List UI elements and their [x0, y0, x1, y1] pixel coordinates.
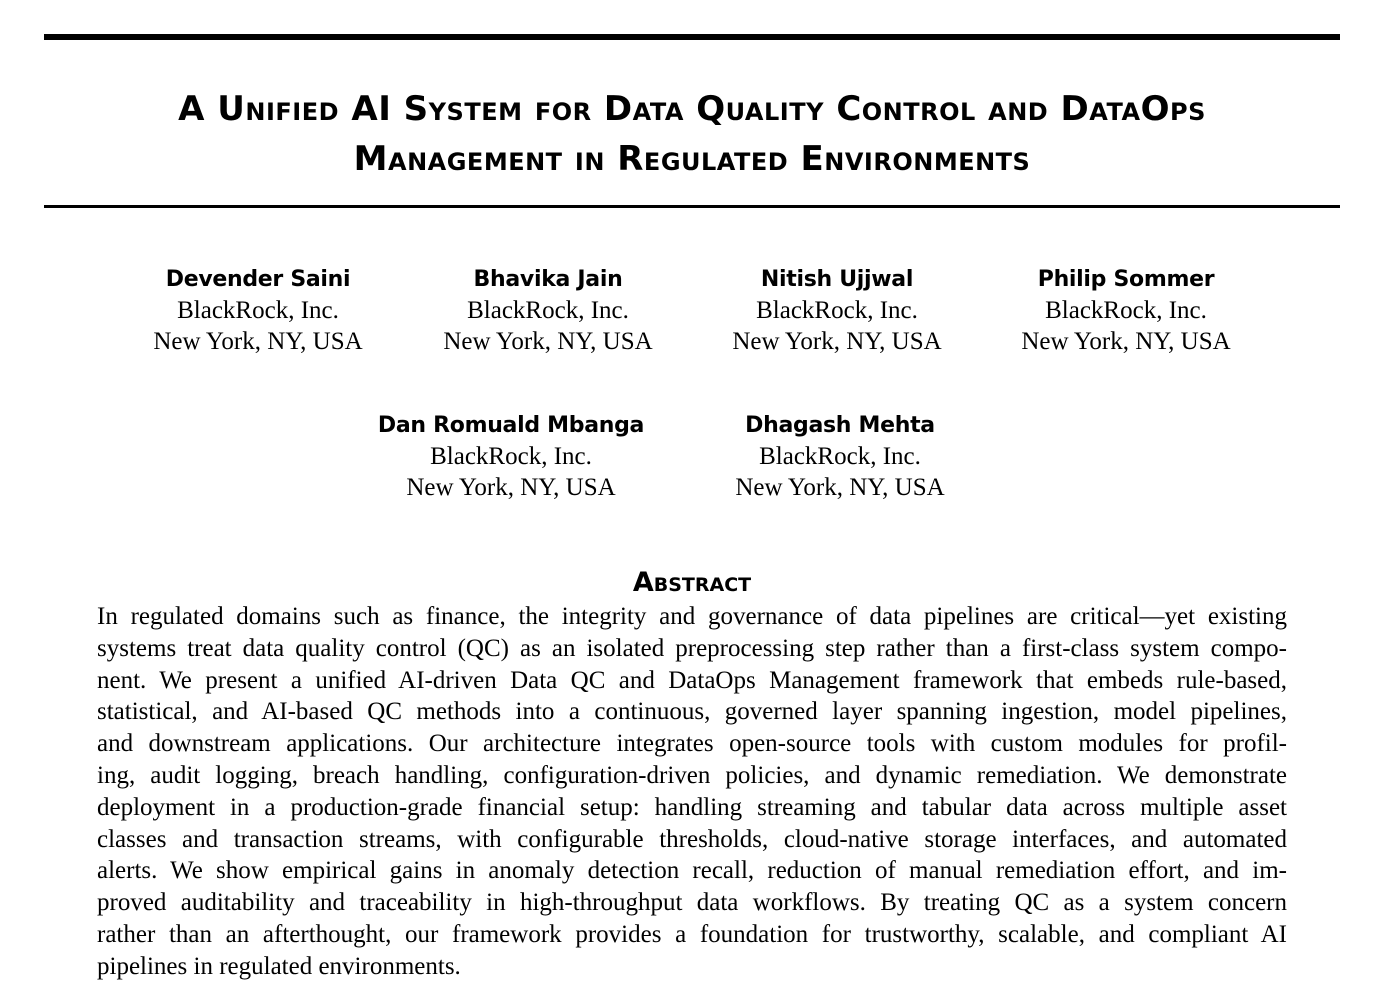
- abstract-line: In regulated domains such as finance, the integrity and governance of data pipelines are critical—yet existing: [97, 603, 1287, 630]
- author-affiliation: BlackRock, Inc.: [1045, 297, 1207, 324]
- author-affiliation: BlackRock, Inc.: [177, 297, 339, 324]
- author-block-2: [398, 265, 698, 357]
- abstract-heading: Abstract: [632, 567, 752, 598]
- author-block-6: [690, 411, 990, 503]
- author-block-3: [687, 265, 987, 357]
- author-location: New York, NY, USA: [732, 328, 942, 355]
- author-block-5: [361, 411, 661, 503]
- paper-title-line-1: A Unified AI System for Data Quality Control and DataOps: [178, 89, 1206, 129]
- author-affiliation: BlackRock, Inc.: [756, 297, 918, 324]
- author-location: New York, NY, USA: [443, 328, 653, 355]
- abstract-line: ing, audit logging, breach handling, configuration-driven policies, and dynamic remediation. We demonstrate: [97, 761, 1287, 789]
- author-location: New York, NY, USA: [1021, 328, 1231, 355]
- abstract-line: statistical, and AI-based QC methods into a continuous, governed layer spanning ingestion, model pipelines,: [97, 698, 1287, 726]
- author-affiliation: BlackRock, Inc.: [759, 443, 921, 470]
- title-bottom-rule: [44, 205, 1340, 208]
- author-name: Philip Sommer: [1037, 267, 1215, 292]
- author-block-4: [976, 265, 1276, 357]
- abstract-line: alerts. We show empirical gains in anomaly detection recall, reduction of manual remediation effort, and im-: [97, 857, 1287, 885]
- author-name: Dhagash Mehta: [745, 413, 935, 438]
- author-name: Dan Romuald Mbanga: [377, 413, 645, 438]
- abstract-line: rather than an afterthought, our framework provides a foundation for trustworthy, scalable, and compliant AI: [97, 920, 1287, 948]
- abstract-body: [97, 601, 1287, 983]
- title-top-rule: [44, 34, 1340, 40]
- abstract-line: nent. We present a unified AI-driven Data QC and DataOps Management framework that embeds rule-based,: [97, 666, 1287, 694]
- abstract-line: pipelines in regulated environments.: [97, 952, 461, 980]
- author-name: Devender Saini: [165, 267, 351, 292]
- abstract-line: deployment in a production-grade financial setup: handling streaming and tabular data across multiple asset: [97, 793, 1287, 821]
- author-location: New York, NY, USA: [153, 328, 363, 355]
- abstract-line: proved auditability and traceability in high-throughput data workflows. By treating QC as a system concern: [97, 889, 1287, 917]
- author-affiliation: BlackRock, Inc.: [430, 443, 592, 470]
- author-name: Nitish Ujjwal: [760, 267, 914, 292]
- author-block-1: [108, 265, 408, 357]
- author-location: New York, NY, USA: [406, 474, 616, 501]
- author-affiliation: BlackRock, Inc.: [467, 297, 629, 324]
- paper-title: [44, 84, 1340, 184]
- author-name: Bhavika Jain: [473, 267, 623, 292]
- author-location: New York, NY, USA: [735, 474, 945, 501]
- abstract-line: systems treat data quality control (QC) as an isolated preprocessing step rather than a first-class system compo-: [97, 634, 1287, 662]
- paper-title-line-2: Management in Regulated Environments: [353, 139, 1031, 179]
- abstract-line: classes and transaction streams, with configurable thresholds, cloud-native storage interfaces, and automated: [97, 825, 1287, 853]
- abstract-line: and downstream applications. Our architecture integrates open-source tools with custom modules for profil-: [97, 730, 1287, 758]
